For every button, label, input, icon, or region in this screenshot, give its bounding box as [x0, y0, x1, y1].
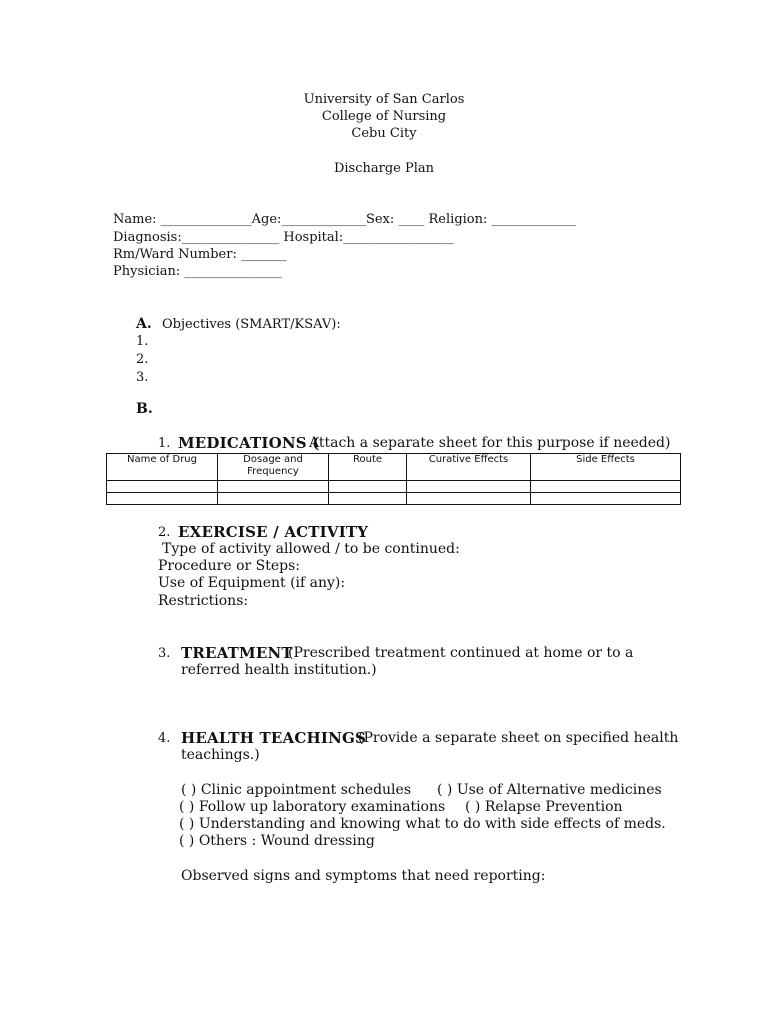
section-a-title: Objectives (SMART/KSAV): — [162, 317, 341, 332]
option-relapse-prevention[interactable]: ( ) Relapse Prevention — [465, 799, 623, 815]
college-name: College of Nursing — [321, 109, 447, 124]
document-title: Discharge Plan — [333, 161, 435, 176]
treatment-note-1: (Prescribed treatment continued at home or to a — [288, 645, 634, 661]
column-header-curative: Curative Effects — [407, 454, 531, 481]
option-others[interactable]: ( ) Others : Wound dressing — [179, 833, 375, 849]
medications-heading: MEDICATIONS ( — [178, 434, 320, 452]
section-b-letter: B. — [136, 401, 153, 417]
option-side-effects[interactable]: ( ) Understanding and knowing what to do with side effects of meds. — [179, 816, 666, 832]
table-row — [107, 493, 681, 505]
teachings-note-1: (Provide a separate sheet on specified health — [358, 730, 679, 746]
medications-note: Attach a separate sheet for this purpose if needed) — [309, 435, 671, 451]
exercise-line-activity: Type of activity allowed / to be continued: — [162, 541, 460, 557]
table-row — [107, 481, 681, 493]
column-header-route: Route — [329, 454, 407, 481]
table-cell — [218, 493, 329, 505]
table-cell — [531, 481, 681, 493]
medications-table — [106, 453, 681, 505]
exercise-line-equipment: Use of Equipment (if any): — [158, 575, 346, 591]
objective-item-1: 1. — [136, 334, 149, 349]
option-alternative-medicines[interactable]: ( ) Use of Alternative medicines — [437, 782, 662, 798]
objective-item-3: 3. — [136, 370, 149, 385]
info-line-name: Name: ______________Age:_____________Sex: ____ Religion: _____________ — [113, 212, 577, 227]
option-clinic-appointments[interactable]: ( ) Clinic appointment schedules — [181, 782, 412, 798]
info-line-diagnosis: Diagnosis:_______________ Hospital:_________________ — [113, 230, 454, 245]
table-header-row — [107, 454, 681, 481]
section-a-letter: A. — [136, 316, 152, 332]
table-cell — [407, 481, 531, 493]
column-header-drug: Name of Drug — [107, 454, 218, 481]
table-cell — [107, 493, 218, 505]
info-line-room: Rm/Ward Number: _______ — [113, 247, 287, 262]
medications-number: 1. — [158, 436, 171, 451]
table-cell — [531, 493, 681, 505]
teachings-heading: HEALTH TEACHINGS — [181, 729, 367, 747]
objective-item-2: 2. — [136, 352, 149, 367]
column-header-dosage: Dosage and Frequency — [218, 454, 329, 481]
teachings-note-2: teachings.) — [181, 747, 260, 763]
city-name: Cebu City — [351, 126, 417, 141]
observed-signs-label: Observed signs and symptoms that need reporting: — [181, 868, 546, 884]
treatment-note-2: referred health institution.) — [181, 662, 377, 678]
table-cell — [407, 493, 531, 505]
exercise-heading: EXERCISE / ACTIVITY — [178, 523, 369, 541]
table-cell — [329, 481, 407, 493]
treatment-number: 3. — [158, 646, 171, 661]
exercise-line-restrictions: Restrictions: — [158, 593, 249, 609]
option-lab-examinations[interactable]: ( ) Follow up laboratory examinations — [179, 799, 446, 815]
table-cell — [329, 493, 407, 505]
treatment-heading: TREATMENT — [181, 644, 293, 662]
exercise-line-procedure: Procedure or Steps: — [158, 558, 301, 574]
column-header-side-effects: Side Effects — [531, 454, 681, 481]
table-cell — [107, 481, 218, 493]
table-cell — [218, 481, 329, 493]
university-name: University of San Carlos — [303, 92, 465, 107]
info-line-physician: Physician: _______________ — [113, 264, 282, 279]
exercise-number: 2. — [158, 525, 171, 540]
teachings-number: 4. — [158, 731, 171, 746]
